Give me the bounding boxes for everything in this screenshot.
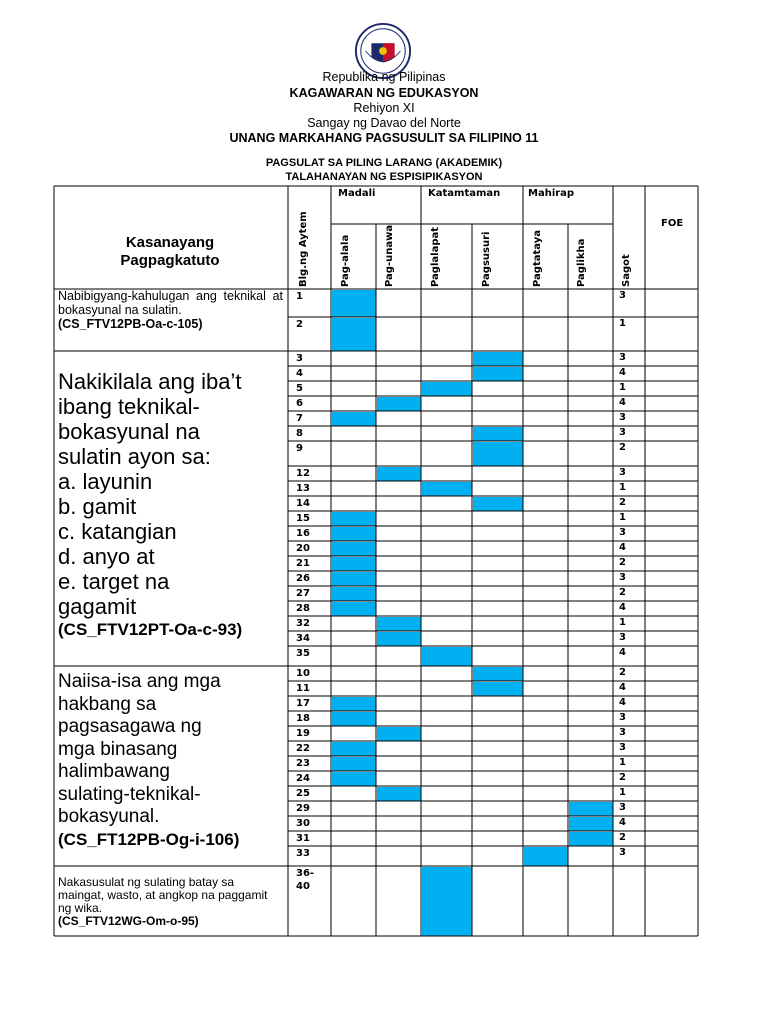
highlighted-cell	[473, 442, 523, 466]
highlighted-cell	[377, 787, 421, 801]
competency-3-line: sulating-teknikal-	[58, 783, 201, 805]
competency-2-line: Nakikilala ang iba’t	[58, 369, 242, 394]
highlighted-cell	[524, 847, 568, 866]
group-header-mahirap: Mahirap	[528, 188, 575, 199]
competency-3-line: bokasyunal.	[58, 806, 160, 827]
item-number: 12	[296, 468, 310, 479]
item-number: 31	[296, 833, 310, 844]
highlighted-cell	[422, 482, 472, 496]
subcolumn-header-pag-alala: Pag-alala	[340, 234, 351, 287]
competency-header-line2: Pagpagkatuto	[120, 252, 220, 269]
item-number: 5	[296, 383, 303, 394]
highlighted-cell	[332, 587, 376, 601]
competency-2-line: a. layunin	[58, 469, 153, 494]
highlighted-cell	[332, 512, 376, 526]
item-number: 27	[296, 588, 310, 599]
highlighted-cell	[569, 802, 613, 816]
highlighted-cell	[569, 817, 613, 831]
highlighted-cell	[422, 382, 472, 396]
item-number: 3	[296, 353, 303, 364]
highlighted-cell	[473, 352, 523, 366]
competency-2-line: c. katangian	[58, 519, 177, 544]
highlighted-cell	[332, 412, 376, 426]
highlighted-cell	[473, 427, 523, 441]
highlighted-cell	[377, 617, 421, 631]
answer-value: 3	[619, 572, 626, 583]
item-number: 14	[296, 498, 310, 509]
answer-value: 1	[619, 482, 626, 493]
competency-2-line: ibang teknikal-	[58, 394, 200, 419]
answer-value: 3	[619, 802, 626, 813]
competency-1	[58, 289, 283, 331]
competency-2-code: (CS_FTV12PT-Oa-c-93)	[58, 620, 243, 639]
foe-header: FOE	[661, 218, 684, 229]
answer-value: 1	[619, 382, 626, 393]
answer-value: 4	[619, 817, 626, 828]
item-number: 30	[296, 818, 310, 829]
competency-3-line: halimbawang	[58, 761, 170, 782]
answer-value: 1	[619, 318, 626, 329]
competency-4	[58, 876, 283, 928]
answer-value: 2	[619, 497, 626, 508]
answer-value: 2	[619, 442, 626, 453]
competency-2-line: gagamit	[58, 594, 137, 619]
answer-column-header: Sagot	[621, 254, 632, 287]
item-number: 32	[296, 618, 310, 629]
item-number: 17	[296, 698, 310, 709]
answer-value: 4	[619, 542, 626, 553]
answer-value: 3	[619, 412, 626, 423]
item-number: 26	[296, 573, 310, 584]
item-number: 2	[296, 319, 303, 330]
item-number: 11	[296, 683, 310, 694]
answer-value: 4	[619, 697, 626, 708]
competency-2-line: b. gamit	[58, 494, 137, 519]
answer-value: 2	[619, 667, 626, 678]
item-number: 10	[296, 668, 310, 679]
answer-value: 4	[619, 682, 626, 693]
answer-value: 3	[619, 352, 626, 363]
item-number: 8	[296, 428, 303, 439]
competency-1-text: Nabibigyang-kahulugan ang teknikal at bokasyunal na sulatin.	[58, 289, 283, 317]
highlighted-cell	[377, 727, 421, 741]
item-number-header: Blg.ng Aytem	[298, 211, 309, 287]
item-number: 7	[296, 413, 303, 424]
subcolumn-header-paglalapat: Paglalapat	[430, 226, 441, 287]
highlighted-cell	[332, 712, 376, 726]
subcolumn-header-pagsusuri: Pagsusuri	[481, 231, 492, 287]
group-header-katamtaman: Katamtaman	[428, 188, 501, 199]
item-number: 35	[296, 648, 310, 659]
competency-2-line: d. anyo at	[58, 544, 155, 569]
highlighted-cell	[332, 527, 376, 541]
subcolumn-header-paglikha: Paglikha	[576, 238, 587, 287]
highlighted-cell	[332, 557, 376, 571]
highlighted-cell	[332, 602, 376, 616]
page-subtitle: PAGSULAT SA PILING LARANG (AKADEMIK)	[265, 157, 503, 169]
answer-value: 2	[619, 832, 626, 843]
competency-header-line1: Kasanayang	[125, 234, 215, 251]
item-number: 22	[296, 743, 310, 754]
header-sangay: Sangay ng Davao del Norte	[307, 116, 461, 130]
item-number: 6	[296, 398, 303, 409]
competency-4-code: (CS_FTV12WG-Om-o-95)	[58, 914, 199, 928]
competency-2-line: e. target na	[58, 569, 170, 594]
item-number: 36- 40	[296, 868, 315, 892]
item-number: 18	[296, 713, 310, 724]
highlighted-cell	[473, 497, 523, 511]
competency-3-line: mga binasang	[58, 738, 178, 760]
item-number: 15	[296, 513, 310, 524]
answer-value: 1	[619, 787, 626, 798]
competency-3-line: hakbang sa	[58, 693, 157, 715]
subcolumn-header-pag-unawa: Pag-unawa	[384, 224, 395, 287]
highlighted-cell	[332, 542, 376, 556]
competency-4-text: Nakasusulat ng sulating batay sa maingat, wasto, at angkop na paggamit ng wika.	[58, 875, 268, 915]
answer-value: 2	[619, 772, 626, 783]
item-number: 16	[296, 528, 310, 539]
page-subtitle-2: TALAHANAYAN NG ESPISIPIKASYON	[285, 171, 483, 183]
highlighted-cell	[473, 367, 523, 381]
answer-value: 3	[619, 727, 626, 738]
answer-value: 1	[619, 512, 626, 523]
item-number: 25	[296, 788, 310, 799]
highlighted-cell	[377, 632, 421, 646]
highlighted-cell	[332, 697, 376, 711]
highlighted-cell	[332, 772, 376, 786]
item-number: 4	[296, 368, 303, 379]
item-number: 21	[296, 558, 310, 569]
item-number: 13	[296, 483, 310, 494]
highlighted-cell	[422, 867, 472, 936]
highlighted-cell	[377, 397, 421, 411]
item-number: 29	[296, 803, 310, 814]
highlighted-cell	[473, 667, 523, 681]
item-number: 24	[296, 773, 310, 784]
answer-value: 2	[619, 587, 626, 598]
answer-value: 4	[619, 647, 626, 658]
item-number: 33	[296, 848, 310, 859]
competency-column-header	[55, 234, 285, 270]
answer-value: 3	[619, 847, 626, 858]
subcolumn-header-pagtataya: Pagtataya	[532, 230, 543, 287]
competency-2	[58, 369, 283, 640]
highlighted-cell	[332, 742, 376, 756]
competency-2-line: sulatin ayon sa:	[58, 444, 211, 469]
competency-3-code: (CS_FT12PB-Og-i-106)	[58, 829, 240, 849]
competency-3-line: pagsasagawa ng	[58, 716, 202, 737]
competency-1-code: (CS_FTV12PB-Oa-c-105)	[58, 317, 203, 331]
item-number: 9	[296, 443, 303, 454]
item-number: 20	[296, 543, 310, 554]
item-number: 23	[296, 758, 310, 769]
answer-value: 4	[619, 367, 626, 378]
highlighted-cell	[473, 682, 523, 696]
answer-value: 2	[619, 557, 626, 568]
competency-3	[58, 671, 283, 850]
highlighted-cell	[569, 832, 613, 846]
page-title: UNANG MARKAHANG PAGSUSULIT SA FILIPINO 11	[229, 131, 539, 145]
competency-3-line: Naiisa-isa ang mga	[58, 671, 221, 692]
item-number: 28	[296, 603, 310, 614]
answer-value: 3	[619, 427, 626, 438]
highlighted-cell	[422, 647, 472, 666]
header-rehiyon: Rehiyon XI	[353, 101, 415, 115]
highlighted-cell	[332, 290, 376, 317]
header-republika: Republika ng Pilipinas	[322, 70, 446, 84]
item-number: 19	[296, 728, 310, 739]
answer-value: 3	[619, 527, 626, 538]
highlighted-cell	[332, 572, 376, 586]
answer-value: 4	[619, 602, 626, 613]
answer-value: 3	[619, 467, 626, 478]
answer-value: 1	[619, 757, 626, 768]
item-number: 34	[296, 633, 310, 644]
competency-2-line: bokasyunal na	[58, 419, 200, 444]
answer-value: 3	[619, 632, 626, 643]
item-number: 1	[296, 291, 303, 302]
answer-value: 3	[619, 712, 626, 723]
answer-value: 3	[619, 742, 626, 753]
highlighted-cell	[377, 467, 421, 481]
answer-value: 3	[619, 290, 626, 301]
header-kagawaran: KAGAWARAN NG EDUKASYON	[289, 86, 479, 100]
answer-value: 1	[619, 617, 626, 628]
answer-value: 4	[619, 397, 626, 408]
highlighted-cell	[332, 757, 376, 771]
highlighted-cell	[332, 318, 376, 351]
group-header-madali: Madali	[338, 188, 376, 199]
